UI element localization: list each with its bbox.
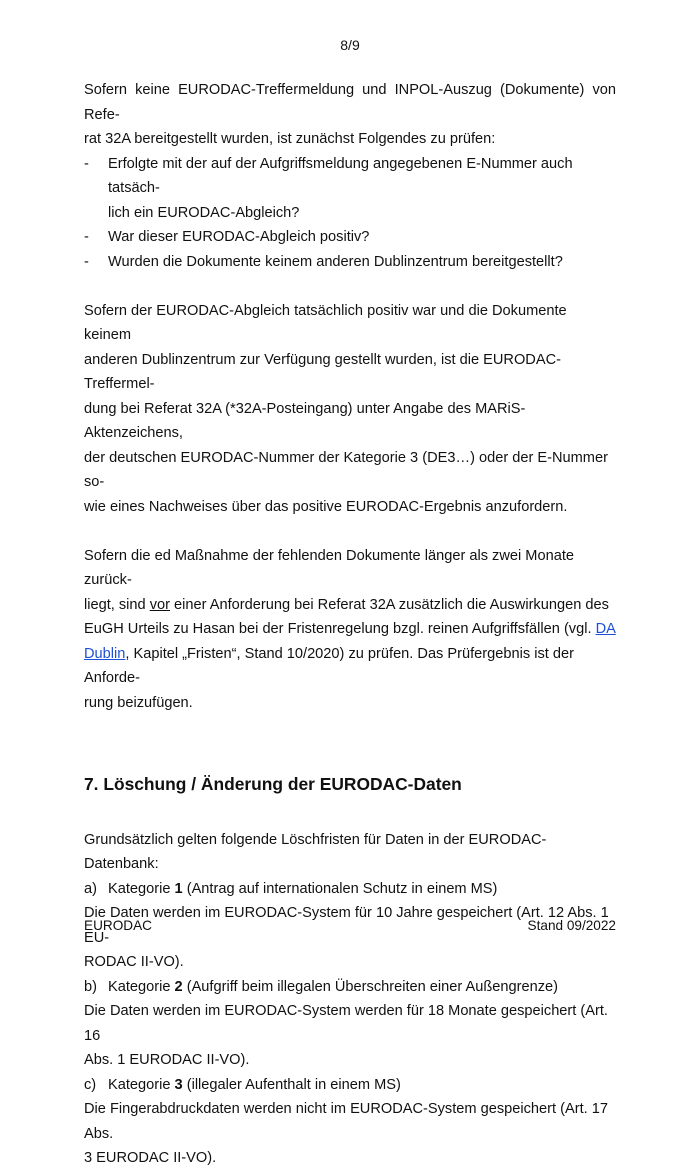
footer-title: EURODAC <box>84 918 152 933</box>
bullet-marker: - <box>84 229 89 245</box>
item-text: Die Daten werden im EURODAC-System werden für 18 Monate gespeichert (Art. 16 Abs. 1 EURODAC II-VO). <box>84 1003 608 1068</box>
list-item <box>84 250 616 275</box>
deletion-intro: Grundsätzlich gelten folgende Löschfristen für Daten in der EURODAC-Datenbank: <box>84 831 547 872</box>
emphasis-vor: vor <box>149 596 170 613</box>
item-text: Die Daten werden im EURODAC-System für 10 Jahre gespeichert (Art. 12 Abs. 1 EU- RODAC II-VO). <box>84 905 609 970</box>
list-item-text: Wurden die Dokumente keinem anderen Dublinzentrum bereitgestellt? <box>108 253 563 270</box>
deadline-paragraph <box>84 544 616 716</box>
bullet-marker: - <box>84 253 89 270</box>
footer-date: Stand 09/2022 <box>527 918 616 933</box>
request-line: dung bei Referat 32A (*32A-Posteingang) unter Angabe des MARiS-Aktenzeichens, <box>84 400 526 441</box>
intro-line-1: Sofern keine EURODAC-Treffermeldung und INPOL-Auszug (Dokumente) von Refe- <box>84 82 616 123</box>
check-list <box>84 152 616 275</box>
deadline-line: EuGH Urteils zu Hasan bei der Fristenregelung bzgl. reinen Aufgriffsfällen (vgl. DA <box>84 621 616 637</box>
request-line: anderen Dublinzentrum zur Verfügung gestellt wurden, ist die EURODAC-Treffermel- <box>84 351 561 392</box>
page-footer <box>84 918 616 933</box>
list-item-text-line-2: lich ein EURODAC-Abgleich? <box>108 204 300 221</box>
bullet-marker: - <box>84 155 89 172</box>
request-line: der deutschen EURODAC-Nummer der Kategorie 3 (DE3…) oder der E-Nummer so- <box>84 449 608 490</box>
section-heading: 7. Löschung / Änderung der EURODAC-Daten <box>84 773 462 794</box>
item-heading: Kategorie 2 (Aufgriff beim illegalen Überschreiten einer Außengrenze) <box>108 978 558 995</box>
intro-line-2: rat 32A bereitgestellt wurden, ist zunächst Folgendes zu prüfen: <box>84 131 496 147</box>
list-item <box>84 152 616 226</box>
request-line: wie eines Nachweises über das positive EURODAC-Ergebnis anzufordern. <box>84 498 568 515</box>
item-heading: Kategorie 1 (Antrag auf internationalen Schutz in einem MS) <box>108 880 498 897</box>
item-label: c) <box>84 1076 97 1093</box>
deadline-line: liegt, sind vor einer Anforderung bei Referat 32A zusätzlich die Auswirkungen des <box>84 596 609 613</box>
document-body <box>84 78 616 1171</box>
item-text: Die Fingerabdruckdaten werden nicht im EURODAC-System gespeichert (Art. 17 Abs. 3 EURODAC II-VO). <box>84 1101 608 1166</box>
item-label: a) <box>84 880 97 897</box>
request-line: Sofern der EURODAC-Abgleich tatsächlich positiv war und die Dokumente keinem <box>84 302 567 343</box>
list-item-text-line-1: Erfolgte mit der auf der Aufgriffsmeldung angegebenen E-Nummer auch tatsäch- <box>108 155 573 196</box>
list-item <box>84 225 616 250</box>
item-label: b) <box>84 978 97 995</box>
category-item <box>84 1073 616 1171</box>
item-heading: Kategorie 3 (illegaler Aufenthalt in einem MS) <box>108 1076 401 1093</box>
deadline-line: rung beizufügen. <box>84 694 193 711</box>
list-item-text: War dieser EURODAC-Abgleich positiv? <box>108 229 370 245</box>
da-dublin-link[interactable]: Dublin <box>84 645 126 662</box>
page-number: 8/9 <box>340 37 360 53</box>
request-paragraph <box>84 299 616 520</box>
category-item <box>84 975 616 1073</box>
intro-paragraph <box>84 78 616 152</box>
deadline-line: Dublin, Kapitel „Fristen“, Stand 10/2020) zu prüfen. Das Prüfergebnis ist der Anforde- <box>84 645 574 686</box>
da-dublin-link[interactable]: DA <box>595 621 616 637</box>
deadline-line: Sofern die ed Maßnahme der fehlenden Dokumente länger als zwei Monate zurück- <box>84 547 574 588</box>
